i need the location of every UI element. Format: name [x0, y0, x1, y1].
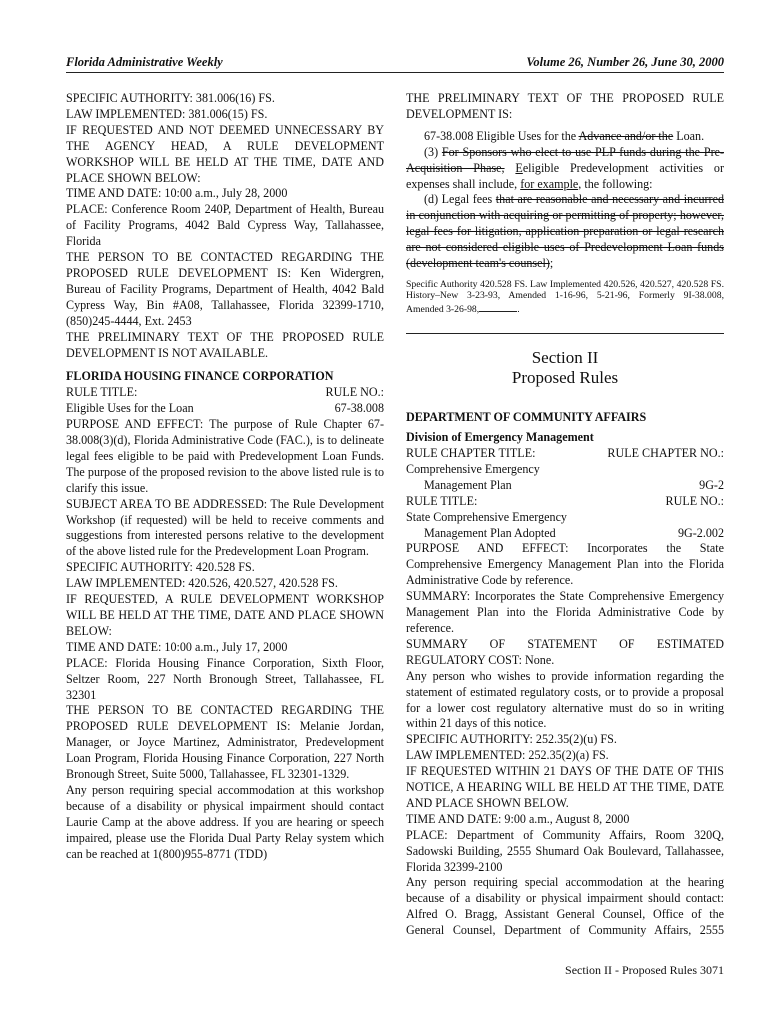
- rule-value-row: [406, 526, 724, 542]
- chapter-title-label: RULE CHAPTER TITLE:: [406, 446, 536, 460]
- chapter-title-line2: Management Plan: [424, 477, 512, 492]
- rule-no: 67-38.008: [334, 401, 384, 416]
- place: PLACE: Florida Housing Finance Corporation, Sixth Floor, Seltzer Room, 227 North Bronough Street, Tallahassee, FL 32301: [66, 655, 384, 702]
- section-subtitle: Proposed Rules: [511, 368, 619, 388]
- rule-title-label: RULE TITLE:: [66, 385, 138, 400]
- rule-title: Eligible Uses for the Loan: [66, 401, 194, 416]
- law-implemented: LAW IMPLEMENTED: 381.006(15) FS.: [66, 106, 268, 121]
- section-divider: [406, 333, 724, 334]
- rule-history: Specific Authority 420.528 FS. Law Implemented 420.526, 420.527, 420.528 FS. History–New 3-23-93, Amended 1-16-96, 5-21-96, Formerly 9I-38.008, Amended 3-26-98, .: [406, 278, 724, 315]
- inserted-text: E: [515, 160, 523, 175]
- time-and-date: TIME AND DATE: 10:00 a.m., July 17, 2000: [66, 639, 288, 654]
- inserted-text: for example,: [520, 176, 582, 191]
- subject-area: SUBJECT AREA TO BE ADDRESSED: The Rule Development Workshop (if requested) will be held to receive comments and suggestions from interested persons relative to the development of the above listed rule for the Predevelopment Loan Program.: [66, 496, 384, 559]
- deleted-text: For Sponsors who elect to use PLP funds during the Pre-Acquisition Phase,: [406, 144, 724, 175]
- rule-title-label: RULE TITLE:: [406, 493, 478, 508]
- place: PLACE: Department of Community Affairs, Room 320Q, Sadowski Building, 2555 Shumard Oak Boulevard, Tallahassee, Florida 32399-2100: [406, 827, 724, 874]
- chapter-title-row: [406, 446, 724, 462]
- preliminary-text-heading: THE PRELIMINARY TEXT OF THE PROPOSED RULE DEVELOPMENT IS:: [406, 91, 724, 121]
- rule-subsection-3: (3) For Sponsors who elect to use PLP funds during the Pre-Acquisition Phase, Eeligible Predevelopment activities or expenses shall include, for example, the following:: [406, 144, 724, 191]
- information-notice: Any person who wishes to provide information regarding the statement of estimated regulatory costs, or to provide a proposal for a lower cost regulatory alternative must do so in writing within 21 days of this notice.: [406, 668, 724, 731]
- agency-heading: FLORIDA HOUSING FINANCE CORPORATION: [66, 369, 334, 384]
- hearing-notice: IF REQUESTED WITHIN 21 DAYS OF THE DATE OF THIS NOTICE, A HEARING WILL BE HELD AT THE TIME, DATE AND PLACE SHOWN BELOW.: [406, 764, 724, 810]
- rule-title-row: [406, 494, 724, 510]
- left-column: [66, 91, 384, 863]
- rule-no-label: RULE NO.:: [325, 385, 384, 400]
- division-heading: Division of Emergency Management: [406, 430, 594, 445]
- rule-title-line1: State Comprehensive Emergency: [406, 509, 567, 524]
- specific-authority: SPECIFIC AUTHORITY: 420.528 FS.: [66, 560, 255, 575]
- workshop-notice: IF REQUESTED AND NOT DEEMED UNNECESSARY BY THE AGENCY HEAD, A RULE DEVELOPMENT WORKSHOP WILL BE HELD AT THE TIME, DATE AND PLACE SHOWN BELOW:: [66, 122, 384, 185]
- right-column: [406, 91, 724, 939]
- accommodation-notice: Any person requiring special accommodation at the hearing because of a disability or physical impairment should contact: Alfred O. Bragg, Assistant General Counsel, Office of the General Counsel, Department of Community Affairs, 2555: [406, 875, 724, 938]
- department-heading: DEPARTMENT OF COMMUNITY AFFAIRS: [406, 410, 647, 425]
- law-implemented: LAW IMPLEMENTED: 252.35(2)(a) FS.: [406, 748, 609, 763]
- rule-paragraph-d: (d) Legal fees that are reasonable and necessary and incurred in conjunction with acquiring or permitting of property; however, legal fees for litigation, application preparation or legal research are not considered eligible uses of Predevelopment Loan funds (development team's counsel);: [406, 192, 724, 271]
- deleted-text: that are reasonable and necessary and incurred in conjunction with acquiring or permitting of property; however, legal fees for litigation, application preparation or legal research are not considered eligible uses of Predevelopment Loan funds (development team's counsel): [406, 192, 724, 271]
- chapter-title-line1: Comprehensive Emergency: [406, 461, 540, 476]
- place: PLACE: Conference Room 240P, Department of Health, Bureau of Facility Programs, 4042 Bald Cypress Way, Tallahassee, Florida: [66, 202, 384, 249]
- rule-text-heading: 67-38.008 Eligible Uses for the Advance and/or the Loan.: [424, 128, 705, 143]
- regulatory-cost: SUMMARY OF STATEMENT OF ESTIMATED REGULATORY COST: None.: [406, 636, 724, 667]
- preliminary-text: THE PRELIMINARY TEXT OF THE PROPOSED RULE DEVELOPMENT IS NOT AVAILABLE.: [66, 329, 384, 360]
- purpose-and-effect: PURPOSE AND EFFECT: Incorporates the State Comprehensive Emergency Management Plan into the Florida Administrative Code by reference.: [406, 541, 724, 588]
- running-header: [66, 55, 724, 71]
- contact-person: THE PERSON TO BE CONTACTED REGARDING THE PROPOSED RULE DEVELOPMENT IS: Ken Widergren, Bureau of Facility Programs, Department of Health, 4042 Bald Cypress Way, Bin #A08, Tallahassee, Florida 32399-1710, (850)245-4444, Ext. 2453: [66, 250, 384, 328]
- page-footer: Section II - Proposed Rules 3071: [565, 963, 724, 977]
- chapter-no-label: RULE CHAPTER NO.:: [607, 446, 724, 460]
- purpose-and-effect: PURPOSE AND EFFECT: The purpose of Rule Chapter 67-38.008(3)(d), Florida Administrative Code (FAC.), is to delineate legal fees eligible to be paid with Predevelopment Loan Funds. The purpose of the proposed revision to the above listed rule is to clarify this issue.: [66, 417, 384, 495]
- rule-no-label: RULE NO.:: [665, 493, 724, 508]
- deleted-text: Advance and/or the: [578, 128, 674, 143]
- summary: SUMMARY: Incorporates the State Comprehensive Emergency Management Plan into the Florida Administrative Code by reference.: [406, 589, 724, 635]
- contact-person: THE PERSON TO BE CONTACTED REGARDING THE PROPOSED RULE DEVELOPMENT IS: Melanie Jordan, Manager, or Joyce Martinez, Administrator, Predevelopment Loan Program, Florida Housing Finance Corporation, 227 North Bronough Street, Suite 5000, Tallahassee, FL 32301-1329.: [66, 703, 384, 782]
- section-title: Section II: [531, 348, 599, 368]
- chapter-value-row: [406, 478, 724, 494]
- time-and-date: TIME AND DATE: 10:00 a.m., July 28, 2000: [66, 186, 288, 201]
- header-rule: [66, 72, 724, 73]
- chapter-no: 9G-2: [699, 477, 724, 492]
- issue-info: Volume 26, Number 26, June 30, 2000: [526, 55, 724, 69]
- specific-authority: SPECIFIC AUTHORITY: 381.006(16) FS.: [66, 91, 275, 105]
- law-implemented: LAW IMPLEMENTED: 420.526, 420.527, 420.528 FS.: [66, 576, 338, 591]
- workshop-notice: IF REQUESTED, A RULE DEVELOPMENT WORKSHOP WILL BE HELD AT THE TIME, DATE AND PLACE SHOWN BELOW:: [66, 592, 384, 638]
- specific-authority: SPECIFIC AUTHORITY: 252.35(2)(u) FS.: [406, 732, 617, 747]
- accommodation-notice: Any person requiring special accommodation at this workshop because of a disability or physical impairment should contact Laurie Camp at the above address. If you are hearing or speech impaired, please use the Florida Dual Party Relay system which can be reached at 1(800)955-8771 (TDD): [66, 782, 384, 861]
- rule-value-row: [66, 401, 384, 417]
- blank-line: [479, 302, 517, 312]
- rule-title-row: [66, 385, 384, 401]
- rule-no: 9G-2.002: [677, 525, 724, 540]
- time-and-date: TIME AND DATE: 9:00 a.m., August 8, 2000: [406, 811, 630, 826]
- rule-title-line2: Management Plan Adopted: [424, 525, 556, 540]
- journal-title: Florida Administrative Weekly: [66, 55, 223, 69]
